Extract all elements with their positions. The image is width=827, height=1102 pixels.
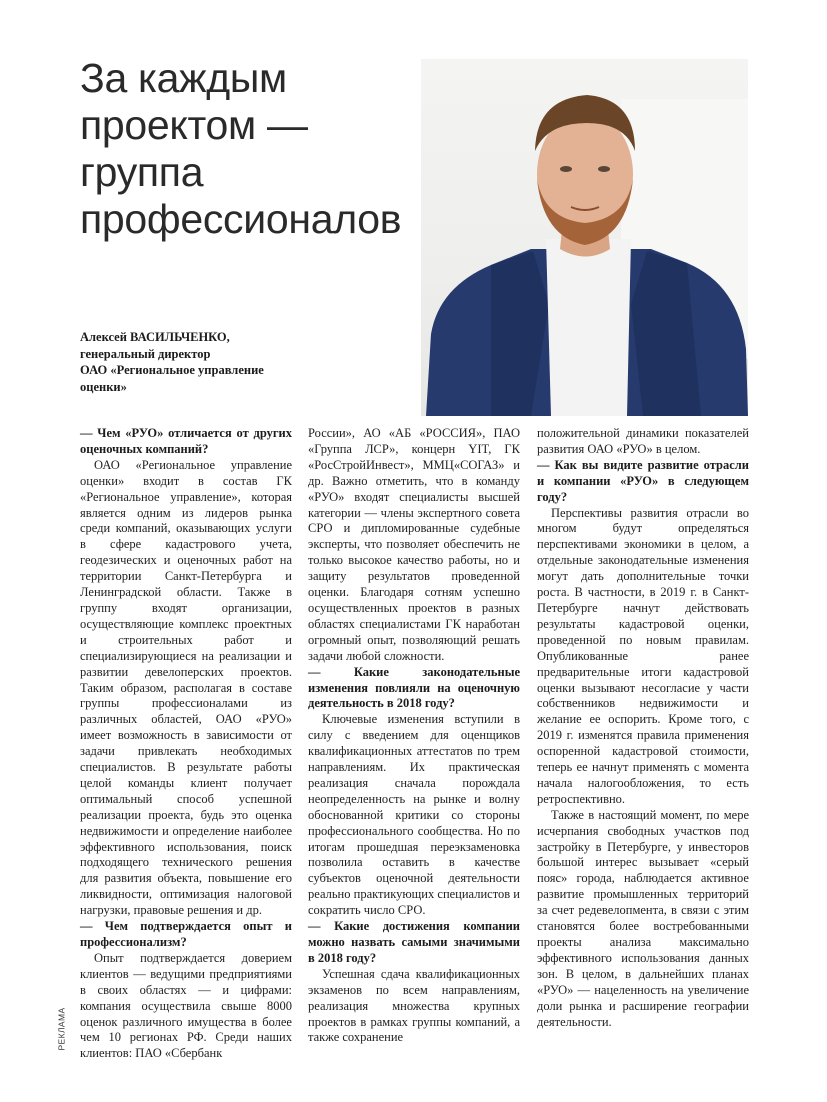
interview-question: — Какие законодательные изменения повлияли на оценочную деятельность в 2018 году? [308,664,520,711]
advertising-label-text: РЕКЛАМА [56,1007,67,1051]
answer-paragraph: Успешная сдача квалификационных экзаменов по всем направлениям, реализация множества крупных проектов в рамках группы компаний, а также сохранение [308,966,520,1045]
answer-paragraph: Перспективы развития отрасли во многом будут определяться перспективами экономики в целом, а отдельные законодательные изменения могут дать дополнительные точки роста. В частности, в 2019 г. в Санкт-Петербурге начнут действовать результаты кадастровой оценки, проведенной по новым правилам. Опубликованные ранее предварительные итоги кадастровой оценки вызывают несогласие у части собственников недвижимости и желание ее оспорить. Кроме того, с 2019 г. изменятся правила применения оспоренной кадастровой стоимости, теперь ее начнут применять с момента начала налогообложения, то есть ретроспективно. [537,505,749,806]
interview-question: — Чем подтверждается опыт и профессионализм? [80,919,292,949]
portrait-photo [421,59,748,416]
interview-question: — Какие достижения компании можно назвать самыми значимыми в 2018 году? [308,919,520,965]
article-column-2 [308,426,520,1046]
answer-paragraph: Ключевые изменения вступили в силу с введением для оценщиков квалификационных аттестатов по трем направлениям. Их практическая реализация сначала порождала неопределенность на рынке и волну обоснованной критики со стороны профессионального сообщества. Но по итогам прошедшая переэкзаменовка позволила оставить в качестве субъектов оценочной деятельности реально практикующих специалистов и сократить число СРО. [308,712,520,918]
article-column-1 [80,426,292,1062]
title-line: группа [80,149,204,195]
answer-paragraph: Также в настоящий момент, по мере исчерпания свободных участков под застройку в Петербурге, у инвесторов большой интерес вызывает «серый пояс» города, наблюдается активное развитие промышленных территорий за счет редевелопмента, в связи с этим становятся более востребованными проекты анализа максимально эффективного использования данных зон. В целом, в дальнейших планах «РУО» — нацеленность на увеличение доли рынка и расширение географии деятельности. [537,807,749,1029]
author-name: Алексей ВАСИЛЬЧЕНКО, [80,330,230,344]
answer-paragraph: ОАО «Региональное управление оценки» входит в состав ГК «Региональное управление», которая является одним из лидеров рынка среди компаний, оказывающих услуги в сфере кадастрового учета, геодезических и оценочных работ на территории Санкт-Петербурга и Ленинградской области. Также в группу входят организации, осуществляющие комплекс проектных и строительных работ и специализирующиеся на реализации и развитии девелоперских проектов. Таким образом, располагая в составе группы профессионалами из различных областей, ОАО «РУО» имеет возможность в зависимости от задачи привлекать необходимых специалистов. В результате работы целой команды клиент получает оптимальный способ успешной реализации проекта, будь это оценка недвижимости и определение наиболее эффективного использования, поиск подходящего технического решения для развития объекта, повышение его ликвидности, оптимизация налоговой нагрузки, правовые решения и др. [80,457,292,918]
answer-paragraph: России», АО «АБ «РОССИЯ», ПАО «Группа ЛСР», концерн YIT, ГК «РосСтройИнвест», ММЦ«СОГАЗ» и др. Важно отметить, что в команду «РУО» входят специалисты высшей категории — члены экспертного совета СРО и дипломированные судебные эксперты, что позволяет обеспечить не только высокое качество работы, но и защиту результатов проведенной оценки. Благодаря сотням успешно осуществленных проектов в разных областях специалистами ГК наработан огромный опыт, позволяющий решать задачи любой сложности. [308,426,520,663]
article-column-3 [537,426,749,1030]
author-position: генеральный директор [80,346,211,361]
article-title [80,55,420,243]
title-line: проектом — [80,102,308,148]
advertising-label [56,1000,70,1060]
author-credit [80,329,310,395]
answer-paragraph: положительной динамики показателей развития ОАО «РУО» в целом. [537,426,749,456]
interview-question: — Как вы видите развитие отрасли и компании «РУО» в следующем году? [537,457,749,504]
interview-question: — Чем «РУО» отличается от других оценочных компаний? [80,426,292,456]
answer-paragraph: Опыт подтверждается доверием клиентов — ведущими предприятиями в своих областях — и цифрами: компания осуществила свыше 8000 оценок различного имущества в более чем 10 регионах РФ. Среди наших клиентов: ПАО «Сбербанк [80,950,292,1061]
author-company-cont: оценки» [80,379,127,394]
author-company: ОАО «Региональное управление [80,363,264,377]
title-line: За каждым [80,55,287,101]
title-line: профессионалов [80,196,402,242]
